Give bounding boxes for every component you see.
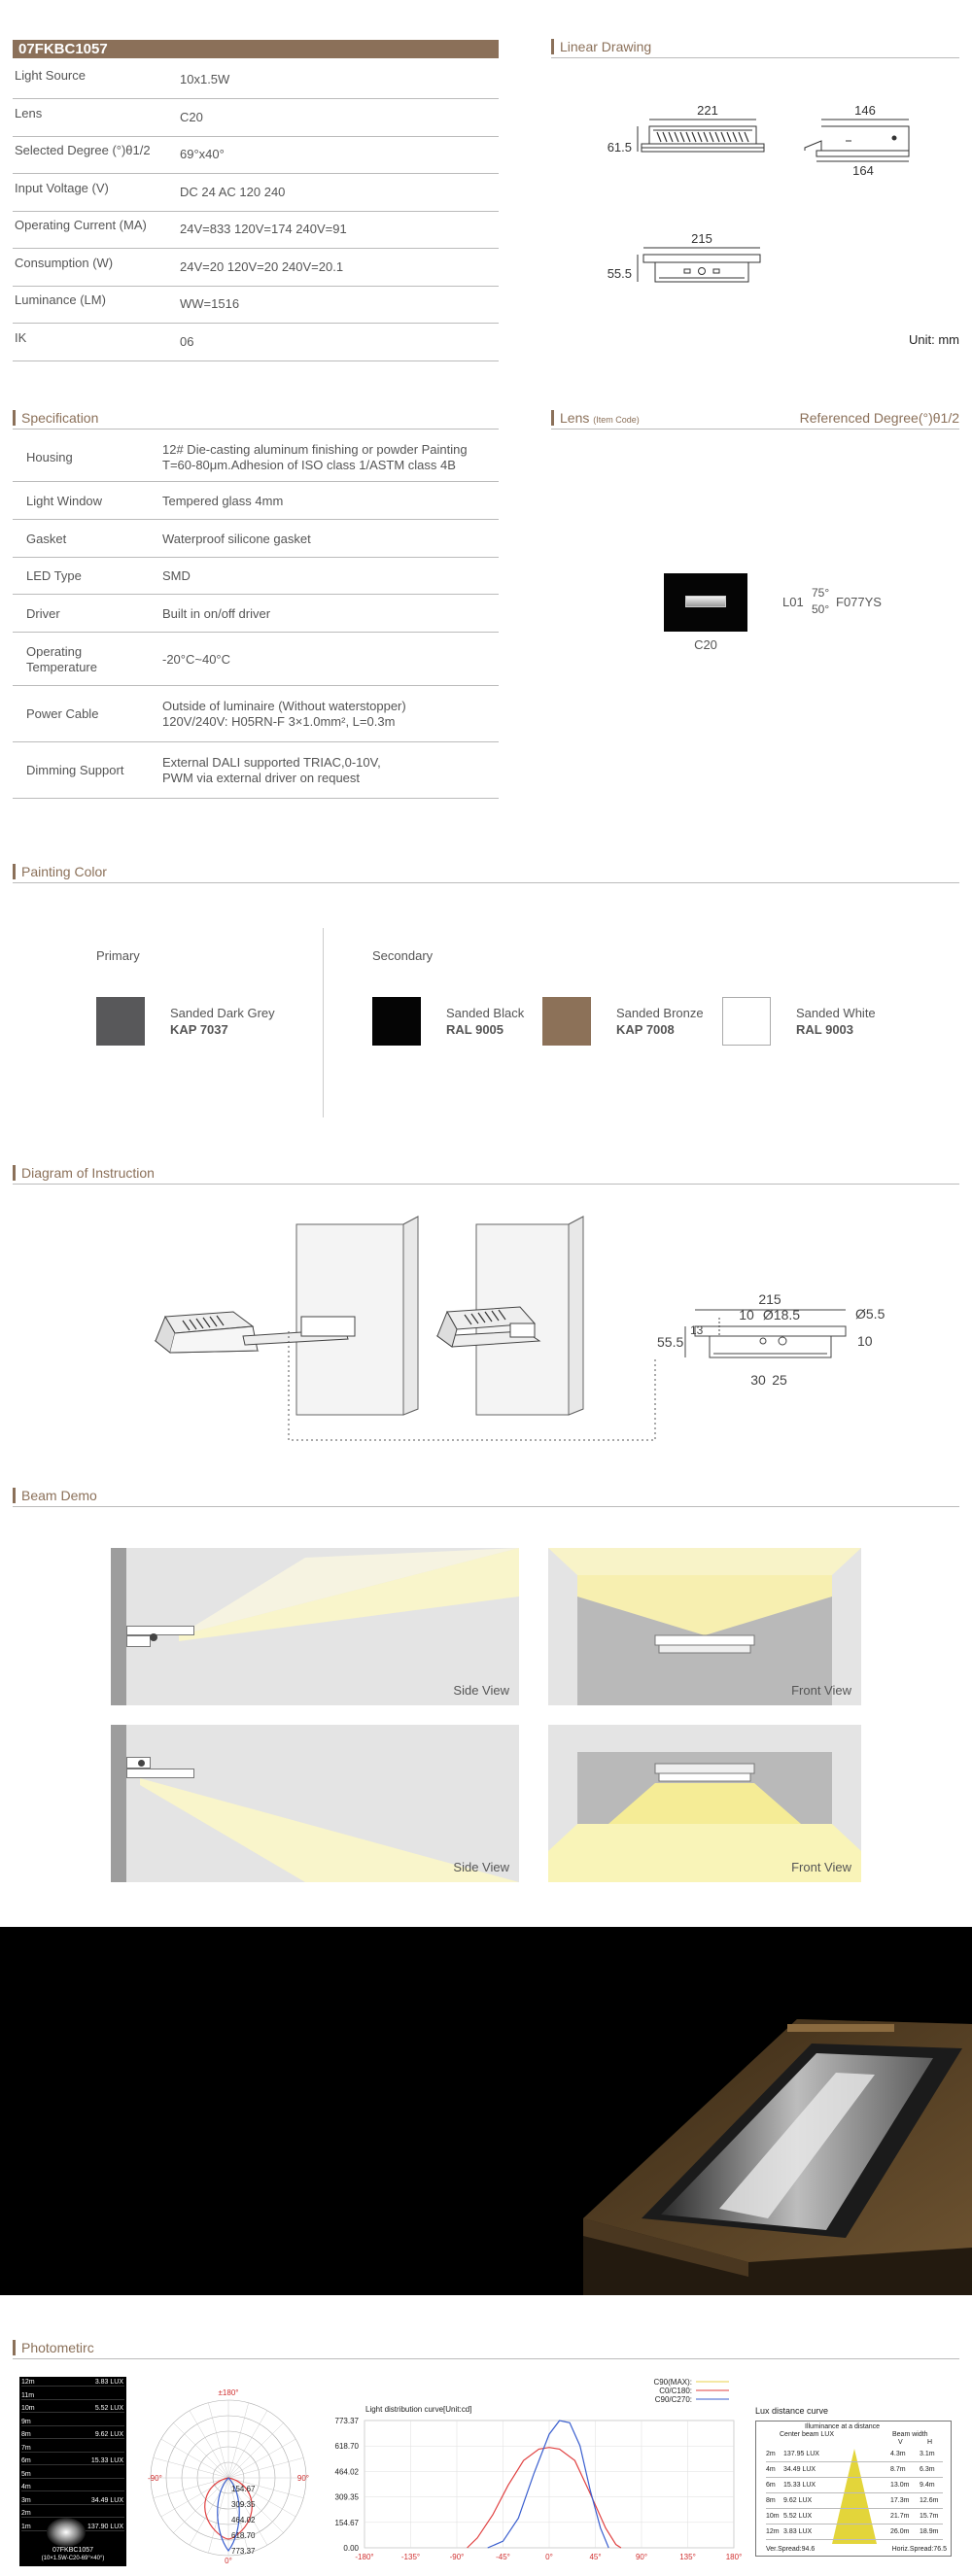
parameter-label: Lens [15,105,43,120]
lux-panel [755,2421,952,2557]
y-tick-label: 0.00 [343,2544,359,2553]
linear-drawing-rule [551,57,959,58]
spec-value-line2: 120V/240V: H05RN-F 3×1.0mm², L=0.3m [162,714,396,729]
spec-value [162,699,499,730]
lens-code-prefix: L01 [782,595,804,609]
x-tick-label: -135° [400,2553,421,2561]
color-code: KAP 7008 [616,1022,675,1037]
spec-value-line1: Tempered glass 4mm [162,493,284,508]
lux-h: 15.7m [920,2513,939,2520]
polar-bottom-label: 0° [225,2557,232,2565]
referenced-degree-title: Referenced Degree(°)θ1/2 [799,410,959,426]
y-tick-label: 773.37 [334,2417,359,2425]
parameter-row [13,325,499,361]
beam-demo-title: Beam Demo [13,1488,97,1503]
polar-value: 464.02 [231,2516,256,2524]
dim-instr-height: 55.5 [657,1334,684,1350]
lux-mark: 9.62 LUX [94,2431,123,2438]
x-tick-label: 45° [589,2553,602,2561]
polar-top-label: ±180° [218,2388,239,2397]
color-name [796,1005,876,1038]
height-tick: 10m [21,2405,124,2413]
color-name [616,1005,704,1038]
lux-h: 6.3m [920,2466,935,2473]
height-tick: 4m [21,2484,124,2491]
spec-label: Housing [26,450,73,464]
lux-col-width: Beam width [892,2431,928,2438]
lux-value: 9.62 LUX [783,2497,813,2504]
spec-row [13,520,499,558]
color-title: Sanded White [796,1006,876,1020]
lux-value: 15.33 LUX [783,2482,816,2489]
lux-h: 3.1m [920,2451,935,2457]
spec-row [13,558,499,595]
color-swatch [96,997,145,1046]
instruction-rule [13,1184,959,1185]
spec-value-line1: Built in on/off driver [162,605,271,621]
spec-value-line1: External DALI supported TRIAC,0-10V, [162,755,381,770]
lux-distance: 10m [766,2513,780,2520]
spec-row [13,742,499,799]
curve-c0 [468,2448,621,2548]
spec-label: Dimming Support [26,763,124,777]
height-tick: 12m [21,2379,124,2387]
parameter-label: IK [15,329,27,345]
x-tick-label: -45° [496,2553,510,2561]
lux-col-h: H [927,2439,933,2446]
lens-degree-bottom: 50° [812,602,830,616]
lux-v: 13.0m [890,2482,910,2489]
spec-label: Power Cable [26,706,99,721]
hor-spread: Horiz.Spread:76.5 [891,2546,947,2553]
lux-v: 21.7m [890,2513,910,2520]
parameter-value: DC 24 AC 120 240 [180,184,286,199]
lens-name: C20 [694,637,717,652]
spec-value [162,442,499,473]
lux-mark: 3.83 LUX [94,2379,123,2386]
lux-row [766,2447,943,2462]
lens-degree-top: 75° [812,586,830,600]
lux-col-center: Center beam LUX [780,2431,835,2438]
front-view-drawing [638,120,764,152]
dim-instr-inner: 13 [690,1323,704,1337]
x-tick-label: 0° [545,2553,553,2561]
parameter-row [13,287,499,324]
beam-side-view-2 [111,1725,519,1882]
color-code: KAP 7037 [170,1022,228,1037]
spec-value-line1: Waterproof silicone gasket [162,531,311,546]
spec-row [13,633,499,686]
dim-instr-small-hole: Ø5.5 [855,1306,885,1322]
spec-value [162,606,499,622]
lens-title [551,410,640,426]
dim-instr-bottom-a: 30 [750,1372,766,1388]
lux-value: 5.52 LUX [783,2513,813,2520]
parameter-value: 06 [180,333,194,349]
spec-row [13,595,499,633]
color-divider [323,928,324,1117]
model-number: 07FKBC1057 [18,41,108,57]
height-tick: 8m [21,2431,124,2439]
curve-c90 [488,2421,609,2548]
parameter-label: Consumption (W) [15,255,114,270]
color-name [170,1005,275,1038]
dim-instr-right: 10 [857,1333,873,1349]
primary-label: Primary [96,948,140,963]
height-tick: 3m [21,2497,124,2505]
beam-side-view-1 [111,1548,519,1705]
height-tick: 11m [21,2392,124,2400]
lux-row [766,2478,943,2493]
parameter-row [13,212,499,249]
lens-title-sub: (Item Code) [593,415,640,425]
beam-front-view-1 [548,1548,861,1705]
painting-color-title: Painting Color [13,864,107,879]
parameter-value: 10x1.5W [180,72,230,86]
instruction-title: Diagram of Instruction [13,1165,155,1181]
spec-value [162,568,499,584]
color-title: Sanded Black [446,1006,525,1020]
spec-value-line2: T=60-80μm.Adhesion of ISO class 1/ASTM class 4B [162,458,456,472]
model-caption-2: (10×1.5W-C20-69°×40°) [41,2556,105,2561]
parameter-row [13,62,499,99]
parameter-row [13,100,499,137]
parameter-value: WW=1516 [180,296,240,311]
lux-row [766,2509,943,2524]
secondary-label: Secondary [372,948,434,963]
lux-row [766,2462,943,2478]
spec-label: Gasket [26,531,67,546]
x-tick-label: 180° [725,2553,743,2561]
color-swatch [372,997,421,1046]
spec-label: LED Type [26,568,82,583]
dim-front-height: 61.5 [607,140,632,155]
linear-drawing-title: Linear Drawing [551,39,651,54]
lux-v: 26.0m [890,2528,910,2535]
spec-value-line1: SMD [162,568,191,583]
beam-glow [47,2518,86,2547]
dim-side-top: 146 [854,103,876,118]
bottom-view-drawing [638,248,760,282]
parameter-label: Operating Current (MA) [15,218,147,232]
height-tick: 1m [21,2524,124,2531]
lux-mark: 15.33 LUX [90,2457,123,2464]
y-tick-label: 309.35 [334,2492,359,2502]
lux-v: 17.3m [890,2497,910,2504]
x-tick-label: 135° [679,2553,696,2561]
lux-value: 3.83 LUX [783,2528,813,2535]
painting-color-rule [13,882,959,883]
spec-label: Operating Temperature [26,643,97,674]
spec-label: Driver [26,605,60,621]
curve-title: Light distribution curve[Unit:cd] [365,2405,472,2414]
spec-label: Light Window [26,493,103,508]
y-tick-label: 464.02 [334,2467,359,2477]
lens-image [664,573,747,632]
legend-label: C90/C270: [654,2395,692,2404]
spec-value [162,652,499,668]
color-title: Sanded Bronze [616,1006,704,1020]
front-view-label-2: Front View [791,1860,851,1874]
height-tick: 5m [21,2471,124,2479]
instruction-diagram [136,1215,894,1448]
lux-v: 4.3m [890,2451,906,2457]
model-caption: 07FKBC1057 [52,2547,94,2554]
polar-right-label: 90° [296,2474,309,2483]
x-tick-label: -180° [355,2553,374,2561]
spec-value [162,755,499,786]
y-tick-label: 154.67 [334,2518,359,2527]
color-code: RAL 9003 [796,1022,854,1037]
polar-value: 773.37 [231,2547,256,2556]
lux-mark: 34.49 LUX [90,2496,123,2504]
lens-element [685,596,726,607]
parameter-value: 69°x40° [180,147,225,161]
parameter-value: 24V=20 120V=20 240V=20.1 [180,258,344,274]
legend-label: C0/C180: [659,2387,692,2395]
spec-row [13,482,499,520]
height-tick: 6m [21,2457,124,2465]
luminaire-2 [437,1307,539,1347]
spec-value-line1: Outside of luminaire (Without waterstopper) [162,699,406,713]
specification-title: Specification [13,410,98,426]
lux-distance: 12m [766,2528,780,2535]
photometric-title: Photometirc [13,2340,94,2355]
parameter-value: 24V=833 120V=174 240V=91 [180,222,347,236]
polar-value: 618.70 [231,2531,256,2540]
color-swatch [542,997,591,1046]
dim-instr-width: 215 [758,1291,781,1307]
color-code: RAL 9005 [446,1022,504,1037]
height-tick: 9m [21,2419,124,2426]
parameter-value: C20 [180,109,203,124]
model-header [13,40,499,58]
parameter-row [13,250,499,287]
lux-mark: 137.90 LUX [87,2523,123,2530]
spec-value [162,532,499,547]
x-tick-label: -90° [449,2553,465,2561]
lux-h: 18.9m [920,2528,939,2535]
unit-label: Unit: mm [909,332,959,347]
lux-value: 34.49 LUX [783,2466,816,2473]
lux-value: 137.95 LUX [783,2451,819,2457]
color-name [446,1005,524,1038]
distribution-curve-chart [321,2377,748,2571]
beam-front-view-2 [548,1725,861,1882]
lens-code-suffix: F077YS [836,595,882,609]
dim-front-width: 221 [697,103,718,118]
dim-bottom-height: 55.5 [607,266,632,281]
side-view-drawing [805,120,909,161]
lux-v: 8.7m [890,2466,906,2473]
spec-row [13,686,499,742]
x-tick-label: 90° [635,2553,648,2561]
spec-value [162,494,499,509]
spec-row [13,433,499,482]
parameter-label: Light Source [15,68,86,83]
lux-col-v: V [898,2439,903,2446]
dim-bottom-width: 215 [691,231,712,246]
lux-h: 12.6m [920,2497,939,2504]
spec-value-line2: PWM via external driver on request [162,771,361,785]
y-tick-label: 618.70 [334,2442,359,2452]
beam-image-panel [19,2377,126,2566]
parameter-label: Luminance (LM) [15,292,106,307]
parameter-row [13,175,499,212]
legend-label: C90(MAX): [653,2378,692,2387]
color-swatch [722,997,771,1046]
polar-diagram [146,2386,311,2565]
spec-value-line1: -20°C~40°C [162,651,231,667]
front-view-label-1: Front View [791,1683,851,1698]
dim-instr-hole: Ø18.5 [762,1307,801,1322]
parameter-label: Input Voltage (V) [15,180,109,195]
photometric-rule [13,2358,959,2359]
side-view-label-1: Side View [453,1683,509,1698]
height-tick: 7m [21,2445,124,2453]
lux-row [766,2524,943,2540]
height-tick: 2m [21,2510,124,2518]
dim-instr-left: 10 [739,1307,754,1322]
lux-header: Illuminance at a distance [805,2423,881,2430]
beam-demo-rule [13,1506,959,1507]
parameter-label: Selected Degree (°)θ1/2 [15,143,151,157]
polar-value: 309.35 [231,2500,256,2509]
linear-drawing [583,97,962,301]
lux-h: 9.4m [920,2482,935,2489]
color-title: Sanded Dark Grey [170,1006,275,1020]
dim-side-bottom: 164 [852,163,874,178]
lux-distance: 8m [766,2497,776,2504]
parameter-row [13,137,499,174]
lux-distance: 6m [766,2482,776,2489]
lux-distance: 2m [766,2451,776,2457]
lens-title-text: Lens [560,410,590,426]
polar-value: 154.67 [231,2485,256,2493]
lux-row [766,2493,943,2509]
polar-left-label: -90° [148,2474,162,2483]
side-view-label-2: Side View [453,1860,509,1874]
lux-distance: 4m [766,2466,776,2473]
product-photo [0,1927,972,2295]
lux-title: Lux distance curve [755,2406,829,2416]
ver-spread: Ver.Spread:94.6 [766,2546,816,2553]
lux-mark: 5.52 LUX [94,2405,123,2412]
spec-value-line1: 12# Die-casting aluminum finishing or powder Painting [162,442,468,457]
dim-instr-bottom-b: 25 [772,1372,787,1388]
